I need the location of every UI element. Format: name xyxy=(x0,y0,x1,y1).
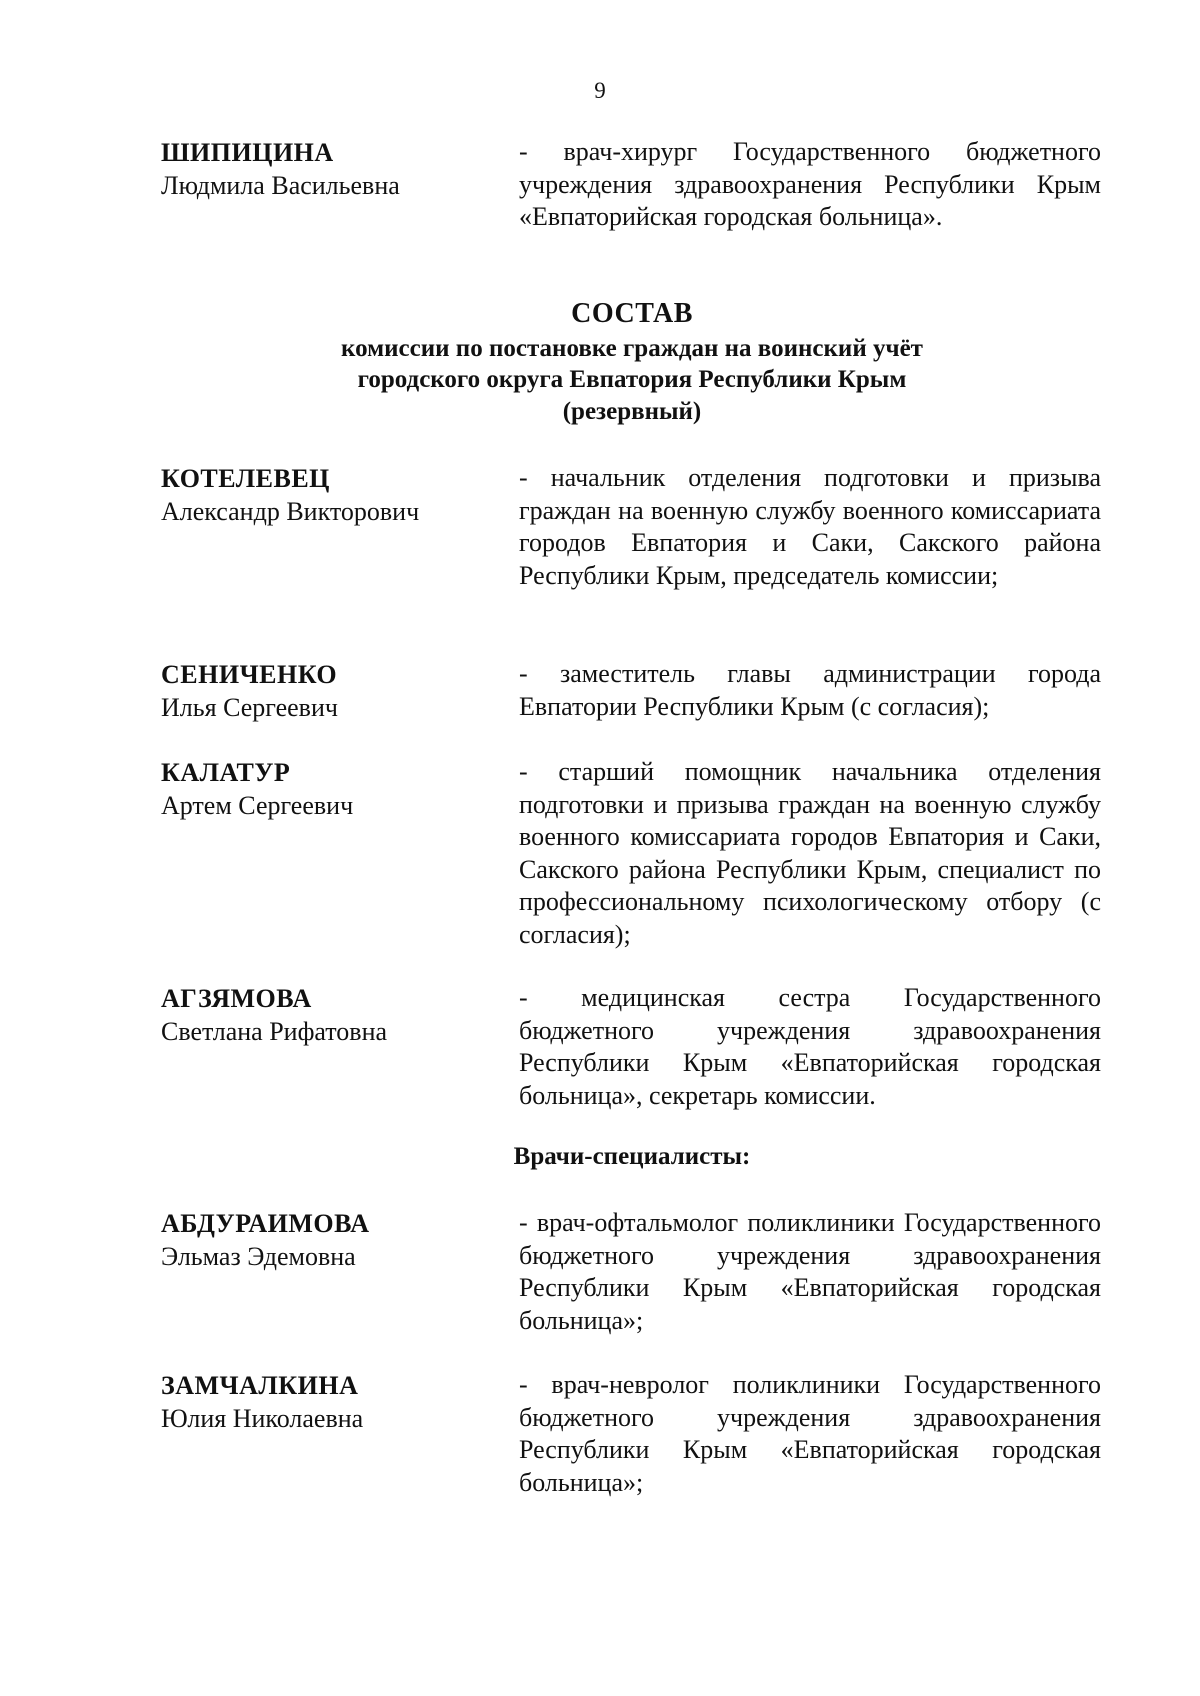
composition-subtitle-line3: (резервный) xyxy=(562,398,702,425)
specialist-description: - врач-невролог поликлиники Государственного бюджетного учреждения здравоохранения Республики Крым «Евпаторийская городская больница»; xyxy=(519,1370,1101,1497)
specialist-given-name: Эльмаз Эдемовна xyxy=(161,1242,356,1271)
member-description: - начальник отделения подготовки и призыва граждан на военную службу военного комиссариата городов Евпатория и Саки, Сакского района Республики Крым, председатель комиссии; xyxy=(519,463,1101,590)
specialist-given-name: Юлия Николаевна xyxy=(161,1404,364,1433)
member-name-block xyxy=(161,462,511,528)
specialist-surname: АБДУРАИМОВА xyxy=(161,1209,370,1238)
member-given-name: Светлана Рифатовна xyxy=(161,1017,388,1046)
member-surname: СЕНИЧЕНКО xyxy=(161,660,338,689)
member-given-name: Александр Викторович xyxy=(161,497,420,526)
member-description: - медицинская сестра Государственного бюджетного учреждения здравоохранения Республики Крым «Евпаторийская городская больница», секретарь комиссии. xyxy=(519,983,1101,1110)
member-given-name: Илья Сергеевич xyxy=(161,693,338,722)
member-description: - старший помощник начальника отделения подготовки и призыва граждан на военную службу военного комиссариата городов Евпатория и Саки, Сакского района Республики Крым, специалист по профессиональному психологическому отбору (с согласия); xyxy=(519,757,1101,949)
member-surname: КАЛАТУР xyxy=(161,758,291,787)
member-surname: КОТЕЛЕВЕЦ xyxy=(161,464,330,493)
composition-subtitle-line2: городского округа Евпатория Республики Крым xyxy=(357,366,907,393)
member-given-name: Артем Сергеевич xyxy=(161,791,354,820)
composition-title: СОСТАВ xyxy=(571,298,693,329)
composition-subtitle-line1: комиссии по постановке граждан на воинский учёт xyxy=(341,335,923,362)
member-name-block xyxy=(161,982,511,1048)
member-description: - врач-хирург Государственного бюджетного учреждения здравоохранения Республики Крым «Евпаторийская городская больница». xyxy=(519,137,1101,231)
specialist-name-block xyxy=(161,1369,511,1435)
specialist-surname: ЗАМЧАЛКИНА xyxy=(161,1371,359,1400)
member-name-block xyxy=(161,756,511,822)
member-surname: АГЗЯМОВА xyxy=(161,984,312,1013)
member-description: - заместитель главы администрации города Евпатории Республики Крым (с согласия); xyxy=(519,659,1101,721)
specialist-name-block xyxy=(161,1207,511,1273)
page-number: 9 xyxy=(594,78,606,103)
member-name-block xyxy=(161,658,511,724)
member-surname: ШИПИЦИНА xyxy=(161,138,334,167)
specialist-description: - врач-офтальмолог поликлиники Государственного бюджетного учреждения здравоохранения Республики Крым «Евпаторийская городская больница»; xyxy=(519,1208,1101,1335)
member-name-block xyxy=(161,136,511,202)
specialists-heading: Врачи-специалисты: xyxy=(513,1143,751,1170)
member-given-name: Людмила Васильевна xyxy=(161,171,400,200)
